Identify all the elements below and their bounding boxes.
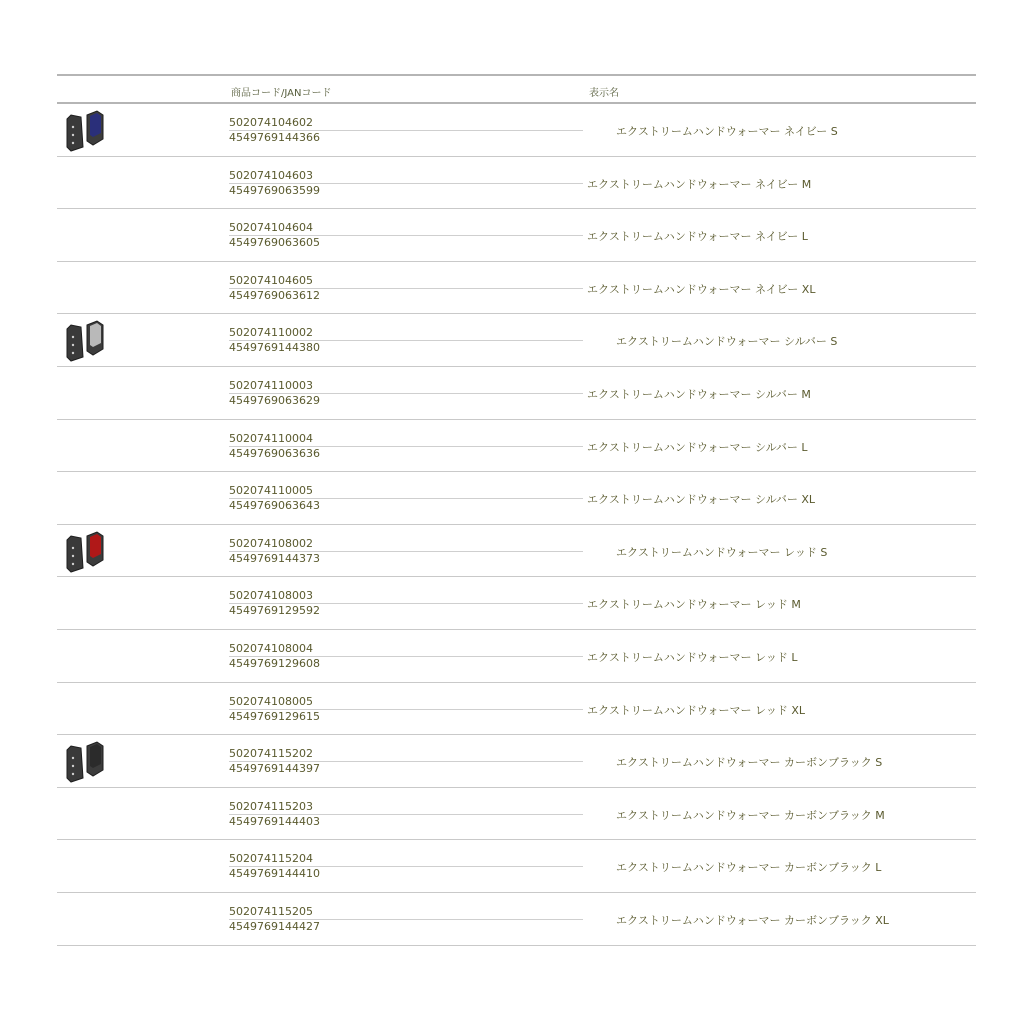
table-row	[57, 683, 976, 736]
display-name: エクストリームハンドウォーマー カーボンブラック M	[616, 808, 885, 822]
display-name: エクストリームハンドウォーマー ネイビー XL	[587, 282, 816, 296]
code-cell	[229, 326, 583, 355]
table-row	[57, 788, 976, 841]
display-name: エクストリームハンドウォーマー ネイビー M	[587, 177, 812, 191]
display-name: エクストリームハンドウォーマー カーボンブラック XL	[616, 913, 889, 927]
item-code: 502074104605	[229, 274, 583, 289]
header-name: 表示名	[589, 88, 619, 99]
code-cell	[229, 852, 583, 881]
table-header	[57, 74, 976, 104]
item-code: 502074110004	[229, 432, 583, 447]
display-name: エクストリームハンドウォーマー シルバー S	[616, 335, 838, 349]
item-code: 502074115202	[229, 747, 583, 762]
table-row	[57, 104, 976, 157]
item-code: 502074108005	[229, 695, 583, 710]
code-cell	[229, 432, 583, 461]
item-code: 502074104602	[229, 116, 583, 131]
item-code: 502074115204	[229, 852, 583, 867]
code-cell	[229, 221, 583, 250]
hand-warmer-thumbnail	[63, 109, 109, 153]
table-row	[57, 840, 976, 893]
item-code: 502074110002	[229, 326, 583, 341]
jan-code: 4549769144403	[229, 814, 320, 828]
product-table	[57, 74, 976, 946]
item-code: 502074104604	[229, 221, 583, 236]
display-name: エクストリームハンドウォーマー レッド XL	[587, 703, 805, 717]
jan-code: 4549769129592	[229, 604, 320, 618]
item-code: 502074115203	[229, 800, 583, 815]
code-cell	[229, 484, 583, 513]
item-code: 502074108002	[229, 537, 583, 552]
table-row	[57, 893, 976, 946]
jan-code: 4549769063605	[229, 236, 320, 250]
hand-warmer-thumbnail	[63, 530, 109, 574]
table-row	[57, 157, 976, 210]
display-name: エクストリームハンドウォーマー レッド L	[587, 650, 798, 664]
table-row	[57, 314, 976, 367]
code-cell	[229, 537, 583, 566]
code-cell	[229, 747, 583, 776]
code-cell	[229, 905, 583, 934]
hand-warmer-thumbnail	[63, 740, 109, 784]
display-name: エクストリームハンドウォーマー レッド S	[616, 545, 828, 559]
jan-code: 4549769129615	[229, 709, 320, 723]
code-cell	[229, 800, 583, 829]
jan-code: 4549769063629	[229, 393, 320, 407]
item-code: 502074108004	[229, 642, 583, 657]
jan-code: 4549769063612	[229, 288, 320, 302]
display-name: エクストリームハンドウォーマー ネイビー S	[616, 125, 838, 138]
hand-warmer-thumbnail	[63, 319, 109, 363]
table-row	[57, 472, 976, 525]
table-row	[57, 209, 976, 262]
item-code: 502074110003	[229, 379, 583, 394]
jan-code: 4549769063636	[229, 446, 320, 460]
display-name: エクストリームハンドウォーマー レッド M	[587, 598, 801, 612]
header-code: 商品コード/JANコード	[231, 88, 332, 99]
item-code: 502074108003	[229, 589, 583, 604]
code-cell	[229, 274, 583, 303]
item-code: 502074115205	[229, 905, 583, 920]
table-row	[57, 420, 976, 473]
jan-code: 4549769144373	[229, 551, 320, 565]
jan-code: 4549769144397	[229, 762, 320, 776]
display-name: エクストリームハンドウォーマー カーボンブラック L	[616, 861, 882, 875]
code-cell	[229, 642, 583, 671]
table-row	[57, 735, 976, 788]
jan-code: 4549769144410	[229, 867, 320, 881]
display-name: エクストリームハンドウォーマー シルバー L	[587, 440, 808, 454]
table-row	[57, 630, 976, 683]
code-cell	[229, 589, 583, 618]
display-name: エクストリームハンドウォーマー シルバー XL	[587, 493, 816, 507]
jan-code: 4549769144366	[229, 131, 320, 144]
code-cell	[229, 379, 583, 408]
table-row	[57, 262, 976, 315]
jan-code: 4549769063643	[229, 499, 320, 513]
jan-code: 4549769144427	[229, 919, 320, 933]
table-row	[57, 577, 976, 630]
table-row	[57, 367, 976, 420]
jan-code: 4549769063599	[229, 183, 320, 197]
display-name: エクストリームハンドウォーマー シルバー M	[587, 387, 811, 401]
item-code: 502074110005	[229, 484, 583, 499]
jan-code: 4549769129608	[229, 656, 320, 670]
table-row	[57, 525, 976, 578]
display-name: エクストリームハンドウォーマー カーボンブラック S	[616, 756, 883, 770]
jan-code: 4549769144380	[229, 341, 320, 355]
table-body	[57, 104, 976, 946]
code-cell	[229, 695, 583, 724]
code-cell	[229, 169, 583, 198]
item-code: 502074104603	[229, 169, 583, 184]
code-cell	[229, 116, 583, 145]
display-name: エクストリームハンドウォーマー ネイビー L	[587, 230, 808, 244]
